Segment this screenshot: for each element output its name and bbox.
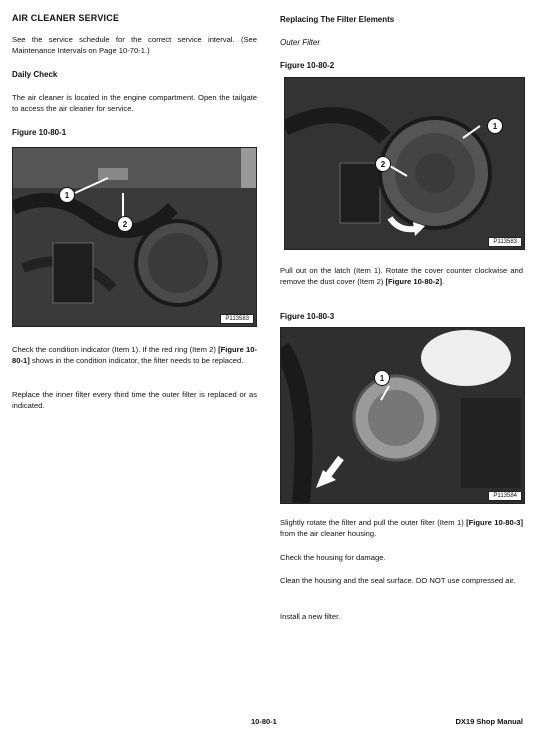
condition-text-b: shows in the condition indicator, the filter needs to be replaced. bbox=[29, 355, 244, 365]
figure-3-label: Figure 10-80-3 bbox=[280, 312, 335, 321]
rotate-text-a: Slightly rotate the filter and pull the outer filter (Item 1) bbox=[280, 518, 467, 527]
figure-1-callout-2: 2 bbox=[117, 216, 133, 232]
condition-paragraph bbox=[12, 345, 257, 366]
figure-3-reference: [Figure 10-80-3] bbox=[466, 518, 523, 527]
rotate-text-b: from the air cleaner housing. bbox=[280, 528, 377, 538]
figure-2-callout-1: 1 bbox=[487, 118, 503, 134]
latch-text-a: Pull out on the latch (Item 1). Rotate the cover counter clockwise and remove the dust cover (Item 2) bbox=[280, 266, 523, 286]
outer-filter-subheading: Outer Filter bbox=[280, 38, 321, 47]
condition-text-a: Check the condition indicator (Item 1). If the red ring (Item 2) bbox=[12, 345, 219, 354]
housing-check-paragraph: Check the housing for damage. bbox=[280, 553, 386, 562]
manual-title: DX19 Shop Manual bbox=[455, 717, 523, 726]
replacing-heading: Replacing The Filter Elements bbox=[280, 15, 395, 24]
figure-2-label: Figure 10-80-2 bbox=[280, 61, 335, 70]
intro-paragraph: See the service schedule for the correct service interval. (See Maintenance Intervals on Page 10-70-1.) bbox=[12, 35, 257, 55]
latch-paragraph bbox=[280, 266, 523, 287]
daily-check-heading: Daily Check bbox=[12, 70, 58, 79]
clean-housing-paragraph: Clean the housing and the seal surface. DO NOT use compressed air. bbox=[280, 576, 516, 585]
figure-2-reference: [Figure 10-80-2] bbox=[385, 276, 443, 286]
figure-2-callout-2: 2 bbox=[375, 156, 391, 172]
figure-2-photo-id: P113583 bbox=[488, 237, 522, 247]
install-filter-paragraph: Install a new filter. bbox=[280, 612, 341, 621]
figure-3-image bbox=[281, 328, 524, 503]
figure-2-photo bbox=[284, 77, 525, 250]
daily-check-paragraph: The air cleaner is located in the engine compartment. Open the tailgate to access the air cleaner for service. bbox=[12, 93, 257, 113]
figure-1-callout-1: 1 bbox=[59, 187, 75, 203]
figure-1-image bbox=[13, 148, 256, 326]
figure-3-callout-1: 1 bbox=[374, 370, 390, 386]
figure-1-photo bbox=[12, 147, 257, 327]
figure-1-photo-id: P113583 bbox=[220, 314, 254, 324]
figure-3-photo bbox=[280, 327, 525, 504]
rotate-paragraph bbox=[280, 518, 523, 539]
section-title: AIR CLEANER SERVICE bbox=[12, 13, 120, 23]
figure-1-reference: [Figure 10-80-1] bbox=[12, 345, 257, 365]
inner-filter-paragraph: Replace the inner filter every third time the outer filter is replaced or as indicated. bbox=[12, 390, 257, 410]
page-number: 10-80-1 bbox=[251, 717, 277, 726]
figure-3-photo-id: P113584 bbox=[488, 491, 522, 501]
figure-2-image bbox=[285, 78, 524, 249]
figure-1-label: Figure 10-80-1 bbox=[12, 128, 67, 137]
latch-text-b: . bbox=[442, 276, 445, 286]
